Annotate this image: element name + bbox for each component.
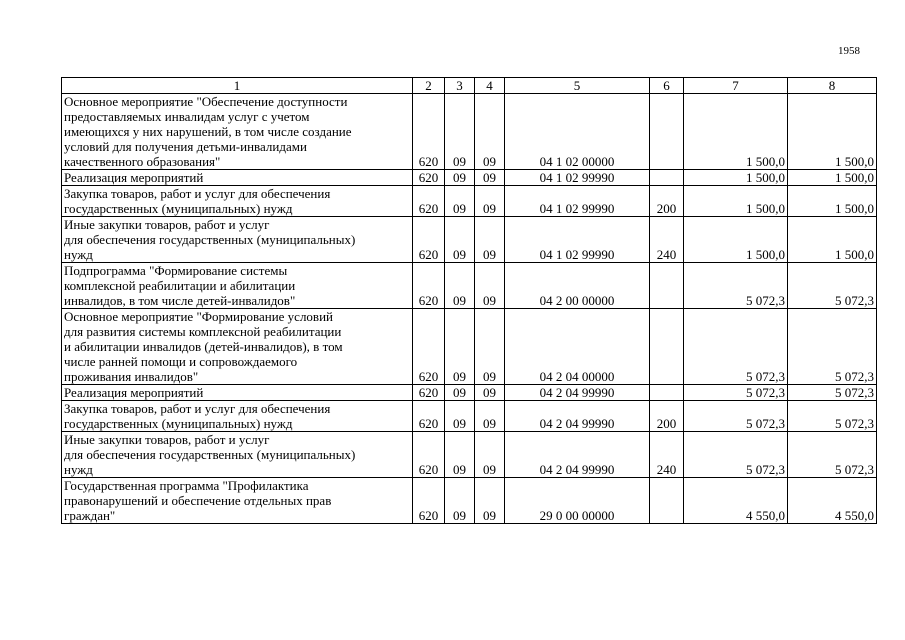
amount-cell: 4 550,0 (684, 478, 788, 524)
row-name-cell: Иные закупки товаров, работ и услуг для обеспечения государственных (муниципальных) нужд (62, 432, 413, 478)
amount-cell: 1 500,0 (684, 94, 788, 170)
amount-cell: 4 550,0 (788, 478, 877, 524)
subsection-code-cell: 09 (475, 478, 505, 524)
expense-type-cell: 200 (650, 186, 684, 217)
ministry-code-cell: 620 (413, 401, 445, 432)
expense-type-cell (650, 478, 684, 524)
expense-type-cell: 200 (650, 401, 684, 432)
table-row (62, 94, 877, 170)
target-article-cell: 29 0 00 00000 (505, 478, 650, 524)
amount-cell: 1 500,0 (684, 217, 788, 263)
target-article-cell: 04 2 04 99990 (505, 401, 650, 432)
column-header: 8 (788, 78, 877, 94)
target-article-cell: 04 2 00 00000 (505, 263, 650, 309)
subsection-code-cell: 09 (475, 432, 505, 478)
subsection-code-cell: 09 (475, 309, 505, 385)
amount-cell: 5 072,3 (684, 432, 788, 478)
target-article-cell: 04 1 02 99990 (505, 186, 650, 217)
table-row (62, 401, 877, 432)
amount-cell: 1 500,0 (788, 170, 877, 186)
expense-type-cell: 240 (650, 432, 684, 478)
section-code-cell: 09 (445, 263, 475, 309)
section-code-cell: 09 (445, 217, 475, 263)
target-article-cell: 04 1 02 00000 (505, 94, 650, 170)
row-name-cell: Государственная программа "Профилактика правонарушений и обеспечение отдельных прав граждан" (62, 478, 413, 524)
column-header: 6 (650, 78, 684, 94)
subsection-code-cell: 09 (475, 170, 505, 186)
ministry-code-cell: 620 (413, 186, 445, 217)
expense-type-cell (650, 309, 684, 385)
ministry-code-cell: 620 (413, 432, 445, 478)
row-name-cell: Иные закупки товаров, работ и услуг для обеспечения государственных (муниципальных) нужд (62, 217, 413, 263)
ministry-code-cell: 620 (413, 217, 445, 263)
amount-cell: 5 072,3 (788, 432, 877, 478)
amount-cell: 5 072,3 (788, 385, 877, 401)
subsection-code-cell: 09 (475, 401, 505, 432)
column-header: 7 (684, 78, 788, 94)
ministry-code-cell: 620 (413, 94, 445, 170)
row-name-cell: Закупка товаров, работ и услуг для обеспечения государственных (муниципальных) нужд (62, 401, 413, 432)
row-name-cell: Основное мероприятие "Формирование условий для развития системы комплексной реабилитации и абилитации инвалидов (детей-инвалидов), в том числе ранней помощи и сопровождаемого проживания инвалидов" (62, 309, 413, 385)
table-row (62, 478, 877, 524)
table-row (62, 309, 877, 385)
subsection-code-cell: 09 (475, 217, 505, 263)
subsection-code-cell: 09 (475, 263, 505, 309)
amount-cell: 5 072,3 (684, 401, 788, 432)
section-code-cell: 09 (445, 186, 475, 217)
section-code-cell: 09 (445, 385, 475, 401)
amount-cell: 1 500,0 (684, 170, 788, 186)
subsection-code-cell: 09 (475, 186, 505, 217)
page-number: 1958 (838, 45, 860, 57)
column-header: 5 (505, 78, 650, 94)
row-name-cell: Основное мероприятие "Обеспечение доступности предоставляемых инвалидам услуг с учетом имеющихся у них нарушений, в том числе создание условий для получения детьми-инвалидами качественного образования" (62, 94, 413, 170)
subsection-code-cell: 09 (475, 94, 505, 170)
expense-type-cell: 240 (650, 217, 684, 263)
ministry-code-cell: 620 (413, 263, 445, 309)
amount-cell: 1 500,0 (788, 186, 877, 217)
table-row (62, 217, 877, 263)
column-header: 3 (445, 78, 475, 94)
target-article-cell: 04 2 04 00000 (505, 309, 650, 385)
amount-cell: 5 072,3 (788, 309, 877, 385)
budget-table (61, 77, 877, 524)
column-header: 4 (475, 78, 505, 94)
section-code-cell: 09 (445, 170, 475, 186)
section-code-cell: 09 (445, 309, 475, 385)
table-row (62, 186, 877, 217)
table-body (62, 94, 877, 524)
section-code-cell: 09 (445, 478, 475, 524)
ministry-code-cell: 620 (413, 170, 445, 186)
row-name-cell: Закупка товаров, работ и услуг для обеспечения государственных (муниципальных) нужд (62, 186, 413, 217)
target-article-cell: 04 2 04 99990 (505, 385, 650, 401)
amount-cell: 5 072,3 (788, 401, 877, 432)
row-name-cell: Реализация мероприятий (62, 170, 413, 186)
expense-type-cell (650, 94, 684, 170)
section-code-cell: 09 (445, 432, 475, 478)
subsection-code-cell: 09 (475, 385, 505, 401)
amount-cell: 5 072,3 (788, 263, 877, 309)
table-row (62, 263, 877, 309)
ministry-code-cell: 620 (413, 478, 445, 524)
target-article-cell: 04 2 04 99990 (505, 432, 650, 478)
row-name-cell: Реализация мероприятий (62, 385, 413, 401)
expense-type-cell (650, 385, 684, 401)
amount-cell: 5 072,3 (684, 309, 788, 385)
section-code-cell: 09 (445, 401, 475, 432)
column-header: 1 (62, 78, 413, 94)
amount-cell: 1 500,0 (684, 186, 788, 217)
expense-type-cell (650, 170, 684, 186)
target-article-cell: 04 1 02 99990 (505, 170, 650, 186)
table-row (62, 385, 877, 401)
amount-cell: 5 072,3 (684, 385, 788, 401)
amount-cell: 5 072,3 (684, 263, 788, 309)
ministry-code-cell: 620 (413, 385, 445, 401)
row-name-cell: Подпрограмма "Формирование системы комплексной реабилитации и абилитации инвалидов, в том числе детей-инвалидов" (62, 263, 413, 309)
amount-cell: 1 500,0 (788, 217, 877, 263)
table-row (62, 432, 877, 478)
header-row (62, 78, 877, 94)
section-code-cell: 09 (445, 94, 475, 170)
table-row (62, 170, 877, 186)
ministry-code-cell: 620 (413, 309, 445, 385)
target-article-cell: 04 1 02 99990 (505, 217, 650, 263)
column-header: 2 (413, 78, 445, 94)
amount-cell: 1 500,0 (788, 94, 877, 170)
expense-type-cell (650, 263, 684, 309)
